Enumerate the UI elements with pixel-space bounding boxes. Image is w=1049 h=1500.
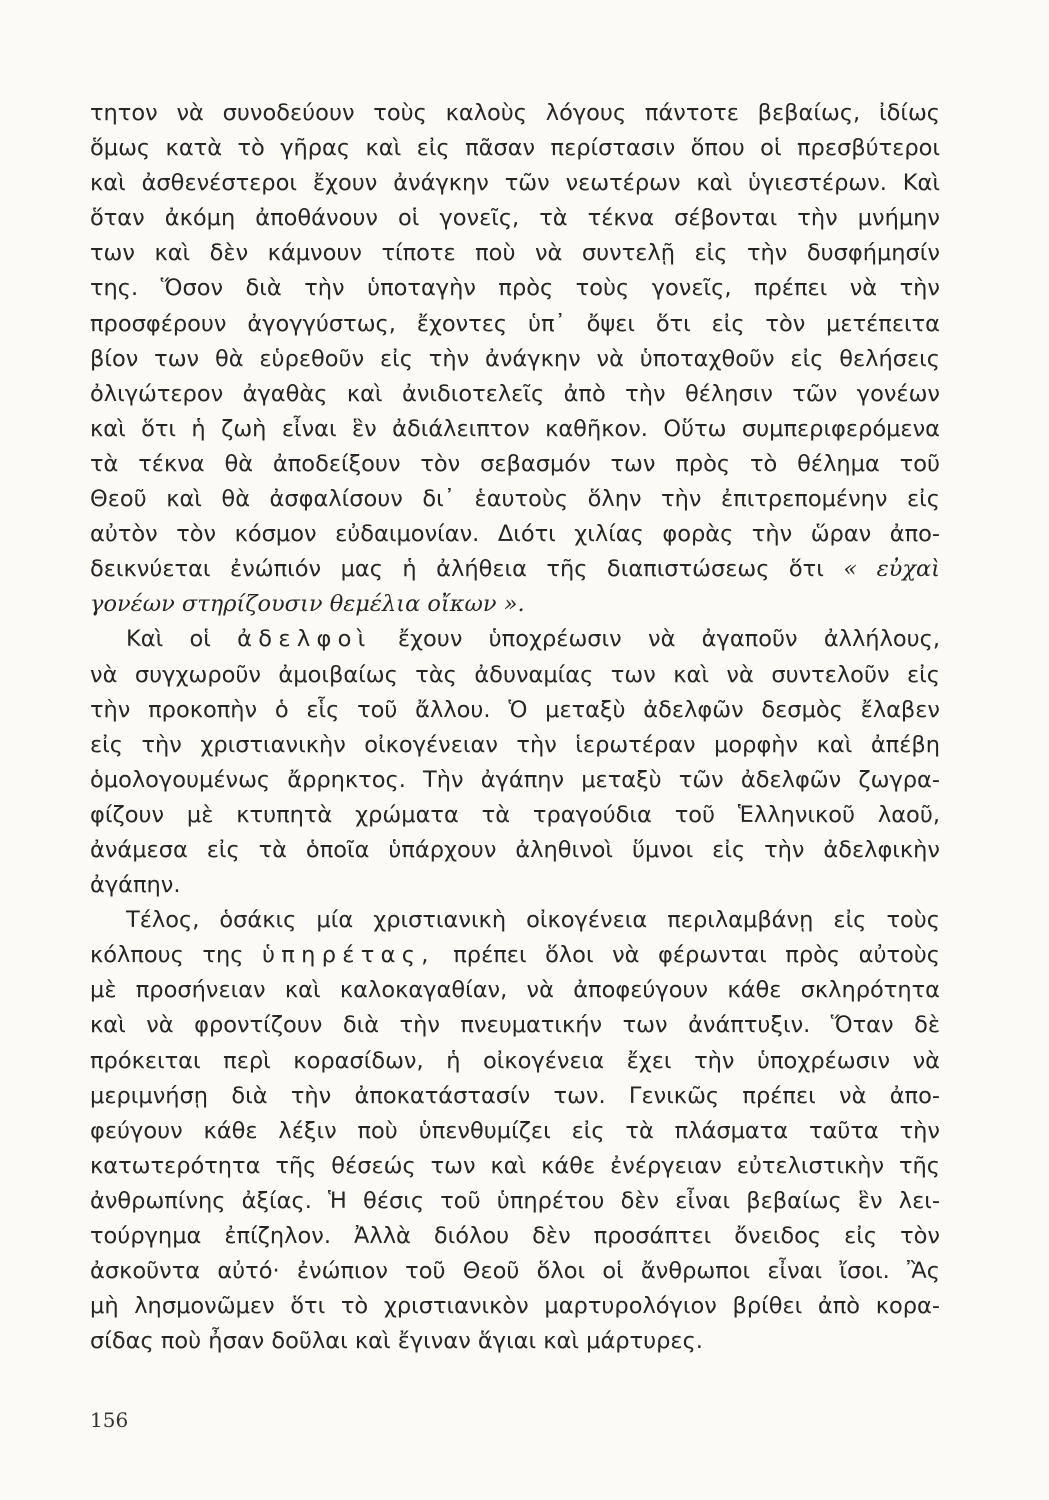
text-line: ὁμολογουμένως ἄρρηκτος. Τὴν ἀγάπην μεταξὺ τῶν ἀδελφῶν ζωγρα- — [90, 766, 940, 793]
text-line: τὰ τέκνα θὰ ἀποδείξουν τὸν σεβασμόν των πρὸς τὸ θέλημα τοῦ — [90, 450, 940, 477]
text-line — [90, 622, 940, 657]
text-line: προσφέρουν ἀγογγύστως, ἔχοντες ὑπ᾿ ὄψει ὅτι εἰς τὸν μετέπειτα — [90, 310, 940, 337]
text-segment: κόλπους της — [90, 942, 244, 969]
text-segment: δεικνύεται ἐνώπιόν μας ἡ ἀλήθεια τῆς διαπιστώσεως ὅτι — [90, 556, 824, 583]
text-line: καὶ νὰ φροντίζουν διὰ τὴν πνευματικήν των ἀνάπτυξιν. Ὅταν δὲ — [90, 1012, 940, 1039]
text-line: βίον των θὰ εὑρεθοῦν εἰς τὴν ἀνάγκην νὰ ὑποταχθοῦν εἰς θελήσεις — [90, 345, 940, 372]
text-line: ὀλιγώτερον ἀγαθὰς καὶ ἀνιδιοτελεῖς ἀπὸ τὴν θέλησιν τῶν γονέων — [90, 380, 940, 407]
text-line: φεύγουν κάθε λέξιν ποὺ ὑπενθυμίζει εἰς τὰ πλάσματα ταῦτα τὴν — [90, 1117, 940, 1144]
text-segment: Καὶ οἱ — [126, 626, 211, 653]
text-line: τὴν προκοπὴν ὁ εἷς τοῦ ἄλλου. Ὁ μεταξὺ ἀδελφῶν δεσμὸς ἔλαβεν — [90, 696, 940, 723]
text-line: πρόκειται περὶ κορασίδων, ἡ οἰκογένεια ἔχει τὴν ὑποχρέωσιν νὰ — [90, 1047, 940, 1074]
text-line: αὐτὸν τὸν κόσμον εὐδαιμονίαν. Διότι χιλίας φορὰς τὴν ὥραν ἀπο- — [90, 521, 940, 548]
text-segment: ἔχουν ὑποχρέωσιν νὰ ἀγαποῦν ἀλλήλους, — [397, 626, 941, 653]
quote-italic: « εὐχαὶ — [843, 556, 940, 583]
text-line: καὶ ὅτι ἡ ζωὴ εἶναι ἓν ἀδιάλειπτον καθῆκον. Οὕτω συμπεριφερόμενα — [90, 415, 940, 442]
text-line: τητον νὰ συνοδεύουν τοὺς καλοὺς λόγους πάντοτε βεβαίως, ἰδίως — [90, 100, 940, 126]
text-line — [90, 552, 940, 587]
text-line: Θεοῦ καὶ θὰ ἀσφαλίσουν δι᾿ ἑαυτοὺς ὅλην τὴν ἐπιτρεπομένην εἰς — [90, 486, 940, 513]
text-line: των καὶ δὲν κάμνουν τίποτε ποὺ νὰ συντελῇ εἰς τὴν δυσφήμησίν — [90, 240, 940, 267]
text-line: καὶ ἀσθενέστεροι ἔχουν ἀνάγκην τῶν νεωτέρων καὶ ὑγιεστέρων. Καὶ — [90, 170, 940, 197]
text-line: μεριμνήσῃ διὰ τὴν ἀποκατάστασίν των. Γενικῶς πρέπει νὰ ἀπο- — [90, 1082, 940, 1109]
body-text — [90, 96, 940, 1359]
text-line: ἀνάμεσα εἰς τὰ ὁποῖα ὑπάρχουν ἀληθινοὶ ὕμνοι εἰς τὴν ἀδελφικὴν — [90, 836, 940, 863]
text-line: νὰ συγχωροῦν ἀμοιβαίως τὰς ἀδυναμίας των καὶ νὰ συντελοῦν εἰς — [90, 661, 940, 688]
text-line: ἀσκοῦντα αὐτό· ἐνώπιον τοῦ Θεοῦ ὅλοι οἱ ἄνθρωποι εἶναι ἴσοι. Ἂς — [90, 1258, 940, 1285]
text-line: ἀνθρωπίνης ἀξίας. Ἡ θέσις τοῦ ὑπηρέτου δὲν εἶναι βεβαίως ἓν λει- — [90, 1187, 940, 1214]
text-line: σίδας ποὺ ἦσαν δοῦλαι καὶ ἔγιναν ἅγιαι καὶ μάρτυρες. — [90, 1328, 703, 1355]
text-line: εἰς τὴν χριστιανικὴν οἰκογένειαν τὴν ἱερωτέραν μορφὴν καὶ ἀπέβη — [90, 731, 940, 758]
text-line: ὅταν ἀκόμη ἀποθάνουν οἱ γονεῖς, τὰ τέκνα σέβονται τὴν μνήμην — [90, 205, 940, 232]
text-line: μὲ προσήνειαν καὶ καλοκαγαθίαν, νὰ ἀποφεύγουν κάθε σκληρότητα — [90, 977, 940, 1004]
text-line: της. Ὅσον διὰ τὴν ὑποταγὴν πρὸς τοὺς γονεῖς, πρέπει νὰ τὴν — [90, 275, 940, 302]
text-segment: πρέπει ὅλοι νὰ φέρωνται πρὸς αὐτοὺς — [453, 942, 941, 969]
text-line: μὴ λησμονῶμεν ὅτι τὸ χριστιανικὸν μαρτυρολόγιον βρίθει ἀπὸ κορα- — [90, 1293, 940, 1320]
text-line-italic: γονέων στηρίζουσιν θεμέλια οἴκων ». — [90, 591, 525, 618]
text-line: ὅμως κατὰ τὸ γῆρας καὶ εἰς πᾶσαν περίστασιν ὅπου οἱ πρεσβύτεροι — [90, 135, 940, 162]
text-line: τούργημα ἐπίζηλον. Ἀλλὰ διόλου δὲν προσάπτει ὄνειδος εἰς τὸν — [90, 1223, 940, 1249]
text-line: φίζουν μὲ κτυπητὰ χρώματα τὰ τραγούδια τοῦ Ἑλληνικοῦ λαοῦ, — [90, 801, 940, 828]
spaced-word: ὑπηρέτας, — [261, 942, 435, 969]
page-number: 156 — [90, 1408, 129, 1432]
text-line: ἀγάπην. — [90, 872, 181, 899]
text-line: κατωτερότητα τῆς θέσεώς των καὶ κάθε ἐνέργειαν εὐτελιστικὴν τῆς — [90, 1152, 940, 1179]
text-line: Τέλος, ὁσάκις μία χριστιανικὴ οἰκογένεια περιλαμβάνῃ εἰς τοὺς — [126, 907, 940, 934]
text-line — [90, 938, 940, 973]
spaced-word: ἀδελφοὶ — [237, 626, 372, 653]
